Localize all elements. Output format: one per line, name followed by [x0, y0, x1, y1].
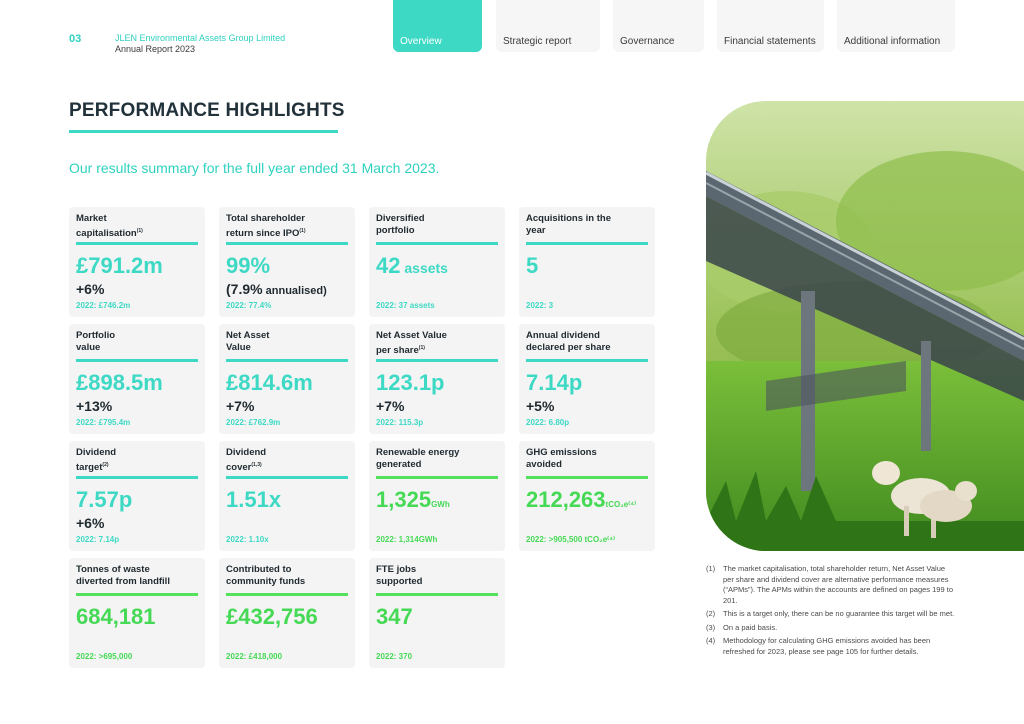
- card-value: 212,263tCO₂e⁽⁴⁾: [526, 487, 637, 512]
- highlight-card: [369, 324, 505, 434]
- card-rule: [76, 242, 198, 245]
- tab-financial-statements[interactable]: Financial statements: [717, 0, 824, 52]
- card-label: Dividend target$^{(2)}$: [76, 447, 117, 474]
- card-rule: [226, 359, 348, 362]
- card-value: £814.6m: [226, 370, 313, 395]
- card-prior-year: 2022: 7.14p: [76, 535, 120, 544]
- card-rule: [76, 476, 198, 479]
- page-title: PERFORMANCE HIGHLIGHTS: [69, 100, 345, 121]
- highlight-card: [519, 207, 655, 317]
- card-label: Diversified portfolio: [376, 213, 425, 236]
- card-value: 1,325GWh: [376, 487, 450, 512]
- card-change: +5%: [526, 398, 555, 414]
- highlight-card: [519, 441, 655, 551]
- card-value: 347: [376, 604, 413, 629]
- card-prior-year: 2022: 77.4%: [226, 301, 272, 310]
- card-rule: [376, 476, 498, 479]
- card-change: (7.9% annualised): [226, 281, 327, 297]
- card-label: Net Asset Value: [226, 330, 270, 353]
- card-prior-year: 2022: 3: [526, 301, 554, 310]
- card-label: Renewable energy generated: [376, 447, 460, 470]
- card-prior-year: 2022: 6.80p: [526, 418, 570, 427]
- report-name: Annual Report 2023: [115, 44, 196, 54]
- tab-overview[interactable]: Overview: [393, 0, 482, 52]
- card-value: 5: [526, 253, 539, 278]
- card-rule: [76, 359, 198, 362]
- card-label: Acquisitions in the year: [526, 213, 611, 236]
- card-rule: [526, 476, 648, 479]
- card-label: Dividend cover$^{(1,3)}$: [226, 447, 267, 474]
- card-label: Portfolio value: [76, 330, 116, 353]
- card-rule: [376, 242, 498, 245]
- highlight-card: [69, 207, 205, 317]
- card-label: Total shareholder return since IPO$^{(1)}$: [226, 213, 306, 240]
- footnote: (2) This is a target only, there can be no guarantee this target will be met.: [706, 609, 955, 618]
- card-prior-year: 2022: £795.4m: [76, 418, 131, 427]
- highlight-card: [219, 558, 355, 668]
- card-prior-year: 2022: £746.2m: [76, 301, 131, 310]
- card-change: +6%: [76, 281, 105, 297]
- page-number: 03: [69, 33, 82, 45]
- card-rule: [376, 593, 498, 596]
- card-label: Tonnes of waste diverted from landfill: [76, 564, 170, 587]
- highlight-card: [69, 558, 205, 668]
- title-underline: [69, 130, 338, 133]
- card-prior-year: 2022: 1,314GWh: [376, 535, 438, 544]
- card-prior-year: 2022: 370: [376, 652, 413, 661]
- tab-additional-information[interactable]: Additional information: [837, 0, 955, 52]
- card-label: Net Asset Value per share$^{(1)}$: [376, 330, 447, 357]
- card-prior-year: 2022: £762.9m: [226, 418, 281, 427]
- footnote: (4) Methodology for calculating GHG emissions avoided has been refreshed for 2023, please see page 105 for further details.: [706, 636, 931, 656]
- card-prior-year: 2022: £418,000: [226, 652, 283, 661]
- card-change: +6%: [76, 515, 105, 531]
- card-rule: [76, 593, 198, 596]
- card-label: GHG emissions avoided: [526, 447, 597, 470]
- card-value: 99%: [226, 253, 271, 278]
- solar-panel-lambs-photo: [706, 101, 1024, 551]
- card-change: +13%: [76, 398, 113, 414]
- card-prior-year: 2022: 37 assets: [376, 301, 435, 310]
- document-header: [115, 33, 285, 55]
- card-rule: [526, 242, 648, 245]
- card-prior-year: 2022: 1.10x: [226, 535, 269, 544]
- card-prior-year: 2022: >905,500 tCO₂e⁽⁴⁾: [526, 535, 616, 544]
- card-value: 7.57p: [76, 487, 133, 512]
- card-rule: [226, 593, 348, 596]
- footnotes: [706, 564, 956, 660]
- card-rule: [226, 242, 348, 245]
- card-prior-year: 2022: 115.3p: [376, 418, 424, 427]
- highlight-card: [69, 441, 205, 551]
- card-change: +7%: [376, 398, 405, 414]
- footnote: (3) On a paid basis.: [706, 622, 778, 632]
- tab-governance[interactable]: Governance: [613, 0, 704, 52]
- card-value: £898.5m: [76, 370, 163, 395]
- card-value: 7.14p: [526, 370, 583, 395]
- highlight-card: [519, 324, 655, 434]
- company-name: JLEN Environmental Assets Group Limited: [115, 33, 286, 43]
- highlight-card: [69, 324, 205, 434]
- intro-text: Our results summary for the full year ended 31 March 2023.: [69, 160, 440, 176]
- tab-strategic-report[interactable]: Strategic report: [496, 0, 600, 52]
- card-label: Annual dividend declared per share: [526, 330, 611, 353]
- card-rule: [376, 359, 498, 362]
- highlight-card: [219, 441, 355, 551]
- card-value: 123.1p: [376, 370, 445, 395]
- card-label: FTE jobs supported: [376, 564, 423, 587]
- highlight-card: [219, 207, 355, 317]
- footnote: (1) The market capitalisation, total shareholder return, Net Asset Value per share and dividend cover are alternative performance measures (“APMs”). The APMs within the accounts are defined on pages 199 to 201.: [706, 564, 953, 605]
- card-label: Contributed to community funds: [226, 564, 306, 587]
- card-rule: [226, 476, 348, 479]
- card-value: 684,181: [76, 604, 156, 629]
- card-value: £791.2m: [76, 253, 163, 278]
- card-change: +7%: [226, 398, 255, 414]
- card-prior-year: 2022: >695,000: [76, 652, 133, 661]
- highlight-card: [369, 441, 505, 551]
- card-label: Market capitalisation$^{(1)}$: [76, 213, 143, 240]
- card-value: 1.51x: [226, 487, 282, 512]
- highlight-card: [219, 324, 355, 434]
- highlight-card: [369, 207, 505, 317]
- card-value: 42 assets: [376, 253, 448, 278]
- card-value: £432,756: [226, 604, 318, 629]
- card-rule: [526, 359, 648, 362]
- highlight-card: [369, 558, 505, 668]
